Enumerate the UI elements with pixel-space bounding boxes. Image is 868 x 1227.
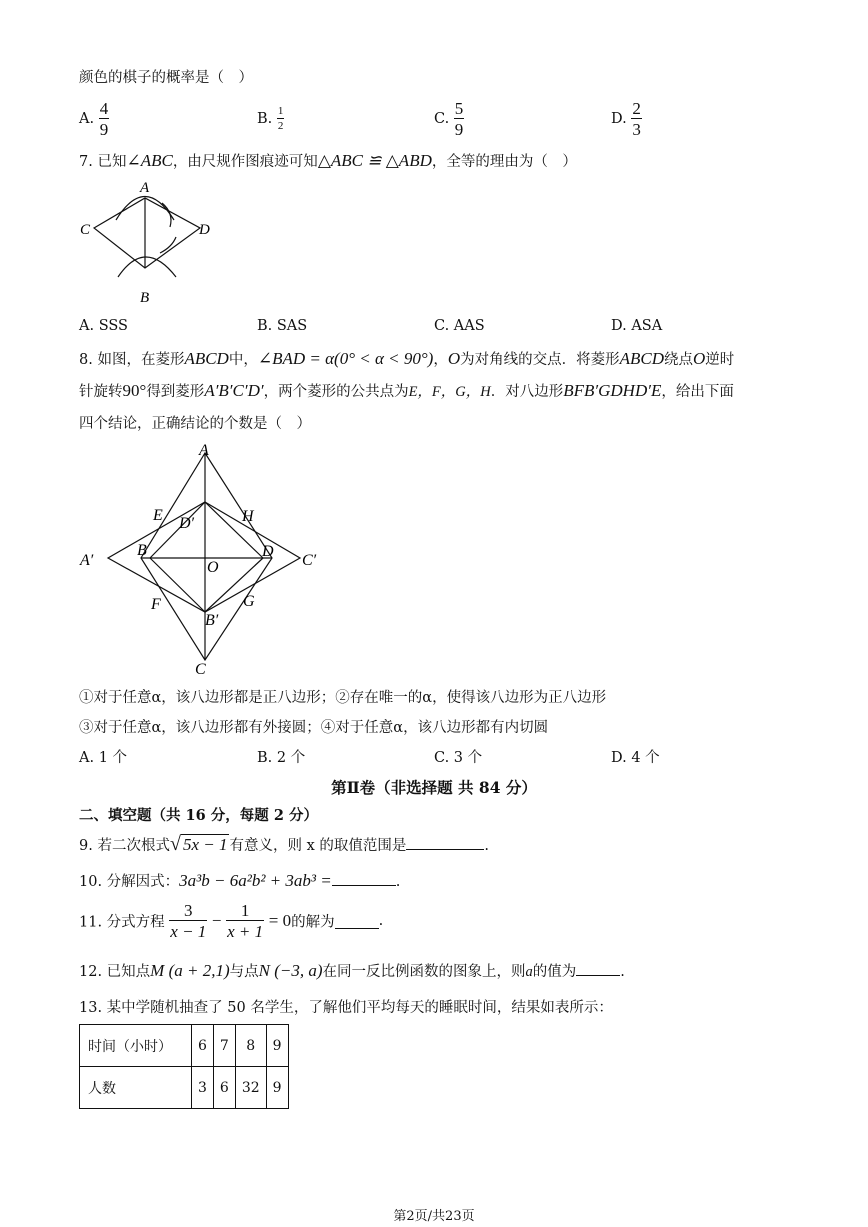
q6-option-d[interactable] <box>611 100 642 138</box>
text: 绕点 <box>664 352 693 368</box>
math: ABCD <box>184 349 229 368</box>
q7-option-c[interactable]: C. AAS <box>434 318 485 334</box>
q8-label-d: D <box>262 543 274 560</box>
q8-label-c: C <box>195 661 206 676</box>
q12-point-n: N (−3, a) <box>258 961 323 980</box>
option-letter: C. <box>434 111 450 127</box>
q10 <box>79 870 400 891</box>
table-cell: 6 <box>192 1025 214 1067</box>
text: 得到菱形 <box>146 384 205 400</box>
page-footer: 第2页/共23页 <box>393 1209 475 1224</box>
text: 针旋转 <box>79 384 123 400</box>
fraction: $\frac{2}{3}$ <box>632 99 641 139</box>
math: ∠BAD = α(0° < α < 90°) <box>257 349 434 368</box>
q13-stem: 13. 某中学随机抽查了 50 名学生，了解他们平均每天的睡眠时间，结果如表所示： <box>79 1000 613 1016</box>
q7-figure <box>70 175 230 310</box>
q8-conclusion-line1: ①对于任意α，该八边形都是正八边形；②存在唯一的α，使得该八边形为正八边形 <box>79 690 607 706</box>
math: E，F，G，H <box>408 384 491 400</box>
table-cell: 7 <box>213 1025 235 1067</box>
q11-suffix: 的解为 <box>291 914 335 931</box>
table-cell: 9 <box>266 1067 288 1109</box>
option-letter: B. <box>257 111 273 127</box>
q10-end: . <box>395 874 401 890</box>
q8-option-b[interactable]: B. 2 个 <box>257 750 306 766</box>
text: 为对角线的交点．将菱形 <box>460 352 620 368</box>
q6-stem-tail: 颜色的棋子的概率是（ ） <box>79 70 253 86</box>
q7-label-c: C <box>80 222 91 238</box>
q9-radicand: 5x − 1 <box>182 835 228 854</box>
q12-var-a: a <box>525 964 533 980</box>
q11-answer-blank[interactable] <box>335 914 379 929</box>
q7-stem <box>79 150 577 171</box>
q6-option-b[interactable] <box>257 106 284 132</box>
q8-figure <box>75 438 335 676</box>
q8-label-b-prime: B′ <box>205 612 219 629</box>
table-cell: 人数 <box>80 1067 192 1109</box>
q7-stem-suffix: ，全等的理由为（ ） <box>431 154 577 170</box>
option-letter: D. <box>611 111 627 127</box>
table-cell: 3 <box>192 1067 214 1109</box>
q8-label-h: H <box>242 508 254 525</box>
q13-table <box>79 1024 289 1109</box>
q9-answer-blank[interactable] <box>406 835 484 850</box>
table-cell: 32 <box>235 1067 266 1109</box>
math: O <box>693 349 706 368</box>
q7-stem-prefix: 7. 已知 <box>79 154 127 170</box>
q11-fraction-2: $\frac{1}{x + 1}$ <box>227 901 264 941</box>
table-cell: 时间（小时） <box>80 1025 192 1067</box>
section-title: 第Ⅱ卷（非选择题 共 84 分） <box>331 778 537 797</box>
q8-label-b: B <box>137 542 147 559</box>
math: O <box>447 349 461 368</box>
q8-label-e: E <box>153 507 163 524</box>
q6-option-c[interactable] <box>434 100 464 138</box>
q8-option-c[interactable]: C. 3 个 <box>434 750 483 766</box>
q12-mid: 与点 <box>229 964 259 980</box>
q12 <box>79 960 625 981</box>
q8-label-a: A <box>199 442 209 459</box>
q12-suffix2: 的值为 <box>532 964 577 980</box>
part2-heading: 二、填空题（共 16 分，每题 2 分） <box>79 807 318 824</box>
q12-prefix: 12. 已知点 <box>79 964 151 980</box>
q8-conclusion-line2: ③对于任意α，该八边形都有外接圆；④对于任意α，该八边形都有内切圆 <box>79 720 549 736</box>
q9 <box>79 833 489 856</box>
q7-label-a: A <box>140 180 150 196</box>
table-cell: 9 <box>266 1025 288 1067</box>
q10-answer-blank[interactable] <box>332 871 396 886</box>
text: ，给出下面 <box>661 384 734 400</box>
table-cell: 6 <box>213 1067 235 1109</box>
q12-suffix: 在同一反比例函数的图象上，则 <box>322 964 526 980</box>
q10-prefix: 10. 分解因式： <box>79 874 180 890</box>
text: ， <box>433 352 448 368</box>
math: BFB′GDHD′E <box>563 381 662 400</box>
q8-stem-line2 <box>79 380 734 401</box>
q12-answer-blank[interactable] <box>576 961 620 976</box>
q8-stem-line3: 四个结论，正确结论的个数是（ ） <box>79 416 311 432</box>
q8-stem-line1 <box>79 348 734 369</box>
q11-minus: − <box>211 911 222 930</box>
text: 8. 如图，在菱形 <box>79 352 185 368</box>
math: A′B′C′D′ <box>204 381 264 400</box>
text: ．对八边形 <box>490 384 564 400</box>
q10-expr: 3a³b − 6a²b² + 3ab³ = <box>179 871 332 890</box>
option-letter: A. <box>79 111 95 127</box>
table-row <box>80 1067 289 1109</box>
q8-label-o: O <box>207 559 219 576</box>
q8-label-c-prime: C′ <box>302 552 317 569</box>
q11 <box>79 902 383 940</box>
text: 中， <box>228 352 258 368</box>
table-row <box>80 1025 289 1067</box>
q12-end: . <box>620 964 625 980</box>
q7-congruence: △ABC ≌ △ABD <box>317 151 432 170</box>
q8-label-a-prime: A′ <box>80 552 94 569</box>
math: ABCD <box>619 349 664 368</box>
fraction: $\frac{5}{9}$ <box>454 99 464 139</box>
math: 90° <box>122 381 147 400</box>
q7-stem-mid: ，由尺规作图痕迹可知 <box>172 154 318 170</box>
q6-option-a[interactable] <box>79 100 109 138</box>
q8-label-f: F <box>151 596 161 613</box>
q7-option-d[interactable]: D. ASA <box>611 318 663 334</box>
q7-label-d: D <box>199 222 210 238</box>
sqrt-icon: √ <box>169 833 181 855</box>
q7-angle: ∠ABC <box>126 151 173 170</box>
q12-point-m: M (a + 2,1) <box>150 961 230 980</box>
text: 逆时 <box>705 352 735 368</box>
text: ，两个菱形的公共点为 <box>263 384 409 400</box>
q8-label-g: G <box>243 593 255 610</box>
q11-prefix: 11. 分式方程 <box>79 914 165 931</box>
q9-end: . <box>484 838 489 854</box>
q11-eq: = 0 <box>268 911 292 930</box>
q8-label-d-prime: D′ <box>179 515 195 532</box>
q11-fraction-1: $\frac{3}{x - 1}$ <box>170 901 207 941</box>
q7-label-b: B <box>140 290 150 306</box>
q9-prefix: 9. 若二次根式 <box>79 838 170 854</box>
table-cell: 8 <box>235 1025 266 1067</box>
q9-suffix: 有意义，则 x 的取值范围是 <box>229 838 407 854</box>
fraction: $\frac{1}{2}$ <box>277 105 284 132</box>
q7-option-b[interactable]: B. SAS <box>257 318 308 334</box>
q8-option-a[interactable]: A. 1 个 <box>79 750 128 766</box>
q11-end: . <box>378 913 384 929</box>
fraction: $\frac{4}{9}$ <box>99 99 109 139</box>
q8-option-d[interactable]: D. 4 个 <box>611 750 660 766</box>
q7-option-a[interactable]: A. SSS <box>79 318 128 334</box>
